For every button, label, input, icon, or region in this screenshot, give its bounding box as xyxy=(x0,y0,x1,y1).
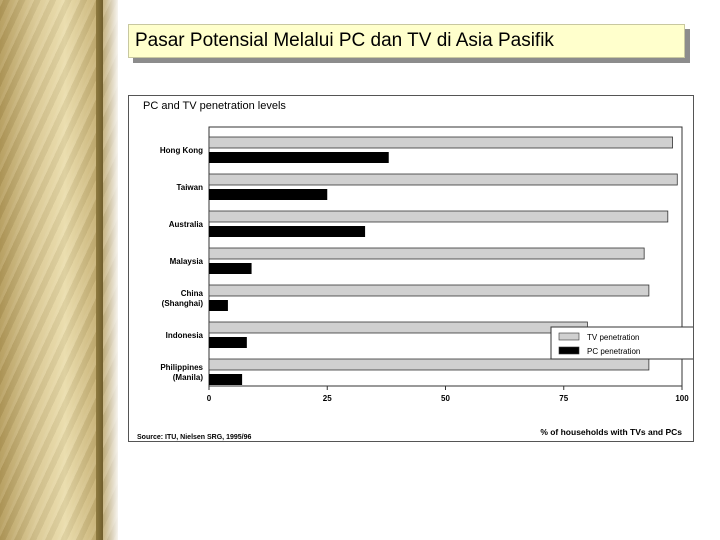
legend-swatch-0 xyxy=(559,333,579,340)
category-label-4-0: China xyxy=(180,289,203,298)
bar-pc-4 xyxy=(209,300,228,311)
bar-tv-1 xyxy=(209,174,677,185)
chart-title: PC and TV penetration levels xyxy=(143,100,286,112)
bar-tv-2 xyxy=(209,211,668,222)
bar-pc-1 xyxy=(209,189,327,200)
x-tick-label-3: 75 xyxy=(559,394,569,403)
category-label-0: Hong Kong xyxy=(159,146,203,155)
bar-tv-5 xyxy=(209,322,587,333)
slide-title-box xyxy=(128,24,685,58)
legend-swatch-1 xyxy=(559,347,579,354)
plot-area xyxy=(160,127,693,403)
bar-tv-3 xyxy=(209,248,644,259)
chart-panel xyxy=(128,95,694,442)
bar-chart xyxy=(129,96,693,441)
x-axis-label: % of households with TVs and PCs xyxy=(540,427,682,437)
legend-label-1: PC penetration xyxy=(587,347,641,356)
category-label-4-1: (Shanghai) xyxy=(161,299,203,308)
bar-tv-0 xyxy=(209,137,673,148)
x-tick-label-2: 50 xyxy=(441,394,450,403)
category-label-5: Indonesia xyxy=(165,331,203,340)
decorative-side-bar xyxy=(96,0,103,540)
category-label-1: Taiwan xyxy=(176,183,203,192)
bar-pc-3 xyxy=(209,263,252,274)
category-label-3: Malaysia xyxy=(169,257,203,266)
category-label-2: Australia xyxy=(168,220,203,229)
x-tick-label-4: 100 xyxy=(675,394,689,403)
category-label-6-1: (Manila) xyxy=(172,373,203,382)
x-tick-label-1: 25 xyxy=(322,394,332,403)
x-tick-label-0: 0 xyxy=(206,394,212,403)
bar-pc-6 xyxy=(209,374,242,385)
chart-source: Source: ITU, Nielsen SRG, 1995/96 xyxy=(137,434,252,441)
bar-pc-2 xyxy=(209,226,365,237)
bar-pc-0 xyxy=(209,152,389,163)
slide-title: Pasar Potensial Melalui PC dan TV di Asia Pasifik xyxy=(135,30,554,51)
bar-pc-5 xyxy=(209,337,247,348)
bar-tv-4 xyxy=(209,285,649,296)
category-label-6-0: Philippines xyxy=(160,363,203,372)
bar-tv-6 xyxy=(209,359,649,370)
legend-label-0: TV penetration xyxy=(587,333,640,342)
